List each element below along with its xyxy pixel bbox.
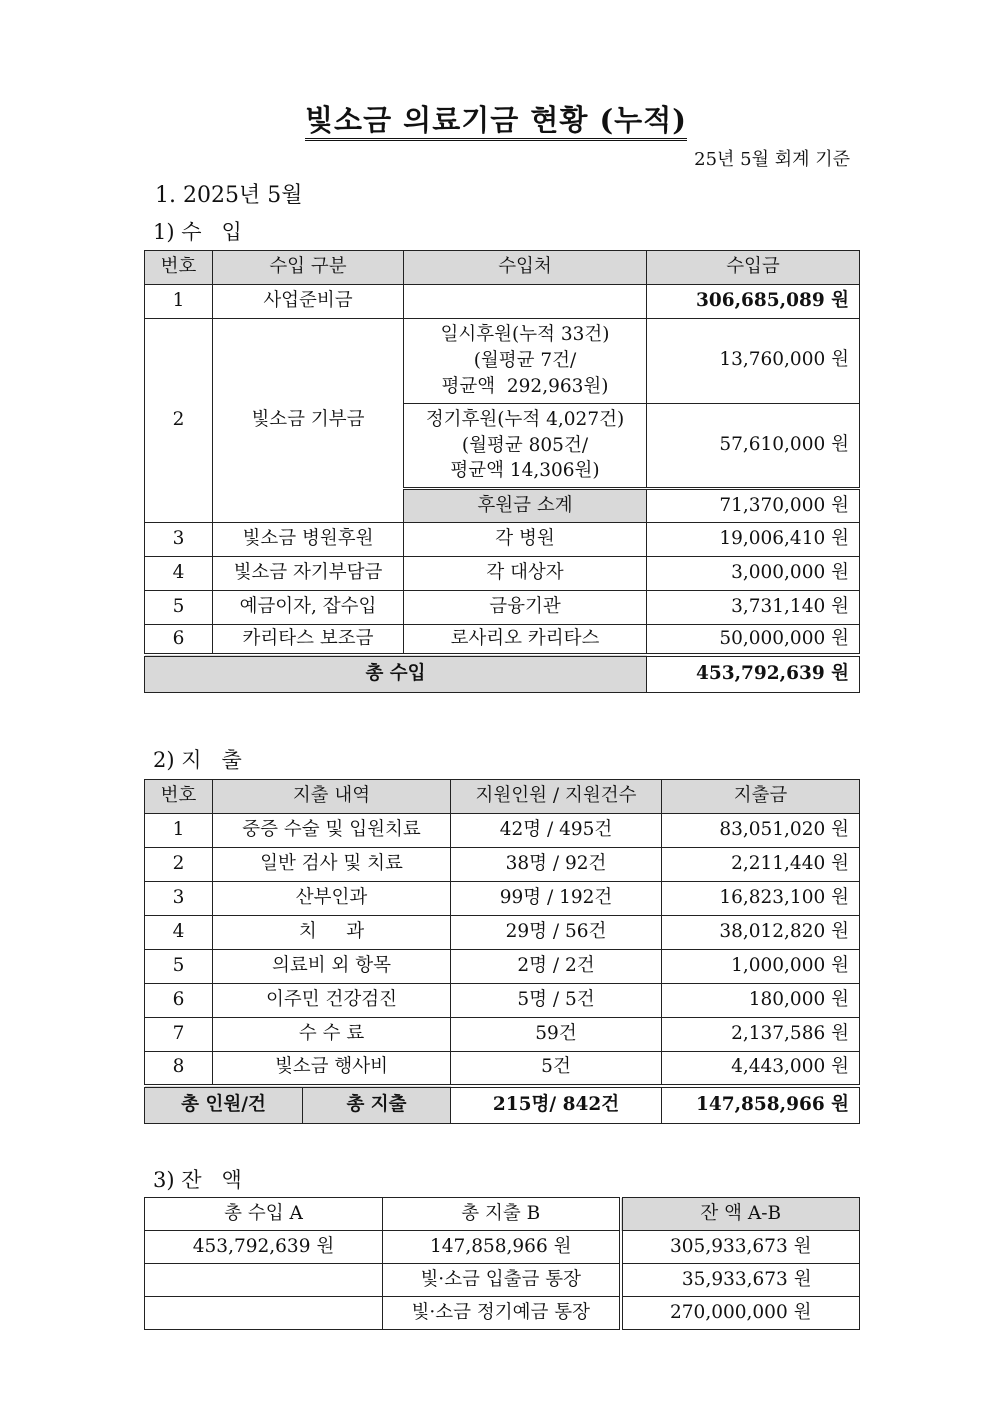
header-category: 수입 구분 [213, 251, 404, 285]
income-total-row: 총 수입 453,792,639 원 [145, 655, 860, 693]
table-row: 2 일반 검사 및 치료 38명 / 92건 2,211,440 원 [145, 848, 860, 882]
table-row: 2 빛소금 기부금 일시후원(누적 33건) (월평균 7건/ 평균액 292,963원) 13,760,000 원 [145, 319, 860, 404]
table-row: 정기후원(누적 4,027건) (월평균 805건/ 평균액 14,306원) 57,610,000 원 [145, 403, 860, 489]
section-heading: 1. 2025년 5월 [155, 183, 303, 208]
header-amount: 수입금 [647, 251, 860, 285]
expense-heading: 2) 지 출 [153, 748, 242, 772]
accounting-basis: 25년 5월 회계 기준 [694, 149, 850, 170]
table-header-row: 총 수입 A 총 지출 B 잔 액 A-B [145, 1198, 860, 1231]
table-row: 6 이주민 건강검진 5명 / 5건 180,000 원 [145, 984, 860, 1018]
income-table [144, 250, 860, 693]
balance-table [144, 1197, 860, 1330]
table-row-subtotal: 후원금 소계 71,370,000 원 [145, 489, 860, 523]
table-row: 3 산부인과 99명 / 192건 16,823,100 원 [145, 882, 860, 916]
balance-heading: 3) 잔 액 [153, 1168, 242, 1192]
expense-total-row: 총 인원/건 총 지출 215명/ 842건 147,858,966 원 [145, 1086, 860, 1124]
table-row: 4 치 과 29명 / 56건 38,012,820 원 [145, 916, 860, 950]
table-header-row [145, 251, 860, 285]
table-row: 빛·소금 정기예금 통장 270,000,000 원 [145, 1297, 860, 1330]
table-row: 7 수 수 료 59건 2,137,586 원 [145, 1018, 860, 1052]
table-row: 4 빛소금 자기부담금 각 대상자 3,000,000 원 [145, 557, 860, 591]
header-source: 수입처 [404, 251, 647, 285]
table-row: 8 빛소금 행사비 5건 4,443,000 원 [145, 1052, 860, 1086]
table-header-row: 번호 지출 내역 지원인원 / 지원건수 지출금 [145, 780, 860, 814]
header-no: 번호 [145, 251, 213, 285]
table-row: 1 사업준비금 306,685,089 원 [145, 285, 860, 319]
expense-table [144, 779, 860, 1124]
table-row: 1 중증 수술 및 입원치료 42명 / 495건 83,051,020 원 [145, 814, 860, 848]
donation-regular: 정기후원(누적 4,027건) (월평균 805건/ 평균액 14,306원) [404, 403, 647, 489]
table-row: 3 빛소금 병원후원 각 병원 19,006,410 원 [145, 523, 860, 557]
table-row: 453,792,639 원 147,858,966 원 305,933,673 원 [145, 1231, 860, 1264]
table-row: 5 예금이자, 잡수입 금융기관 3,731,140 원 [145, 591, 860, 625]
income-heading: 1) 수 입 [153, 220, 242, 244]
page-title: 빛소금 의료기금 현황 (누적) [0, 98, 992, 139]
table-row: 빛·소금 입출금 통장 35,933,673 원 [145, 1264, 860, 1297]
donation-oneoff: 일시후원(누적 33건) (월평균 7건/ 평균액 292,963원) [404, 319, 647, 404]
table-row: 6 카리타스 보조금 로사리오 카리타스 50,000,000 원 [145, 625, 860, 655]
table-row: 5 의료비 외 항목 2명 / 2건 1,000,000 원 [145, 950, 860, 984]
